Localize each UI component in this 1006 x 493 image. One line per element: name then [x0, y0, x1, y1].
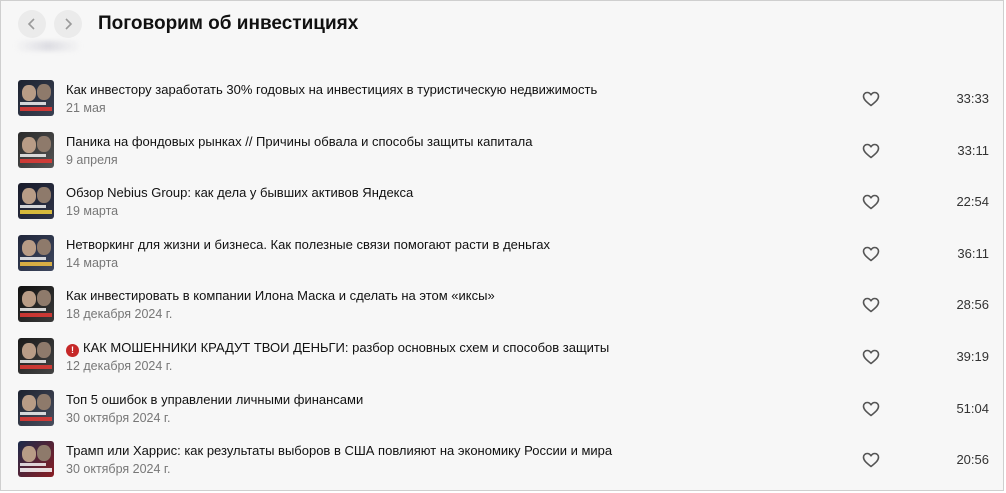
- episode-cover-image[interactable]: [18, 80, 54, 116]
- episode-title[interactable]: [66, 237, 550, 252]
- cover-caption-bar: [20, 308, 46, 311]
- episode-date: 30 октября 2024 г.: [66, 462, 171, 477]
- episode-date: 14 марта: [66, 255, 119, 270]
- cover-accent-stripe: [20, 262, 52, 266]
- episode-title-text: Трамп или Харрис: как результаты выборов в США повлияют на экономику России и мира: [66, 443, 613, 459]
- cover-person-shape: [22, 291, 36, 307]
- episode-date: 30 октября 2024 г.: [66, 410, 171, 425]
- chevron-right-icon: [62, 18, 74, 30]
- like-heart-icon[interactable]: [862, 246, 880, 262]
- cover-person-shape: [37, 394, 51, 410]
- episode-row[interactable]: [1, 72, 1003, 124]
- episode-title[interactable]: [66, 134, 532, 149]
- episode-title-text: Нетворкинг для жизни и бизнеса. Как полезные связи помогают расти в деньгах: [66, 236, 551, 252]
- cover-caption-bar: [20, 463, 46, 466]
- episode-title-text: Как инвестору заработать 30% годовых на инвестициях в туристическую недвижимость: [66, 82, 598, 97]
- episode-title[interactable]: [66, 443, 612, 458]
- episode-row[interactable]: [1, 227, 1003, 279]
- episode-date: 19 марта: [66, 204, 119, 219]
- episode-list: [1, 72, 1003, 485]
- like-heart-icon[interactable]: [862, 401, 880, 417]
- like-heart-icon[interactable]: [862, 143, 880, 159]
- episode-duration: 51:04: [956, 400, 989, 416]
- episode-row[interactable]: [1, 330, 1003, 382]
- cover-caption-bar: [20, 205, 46, 208]
- episode-duration: 39:19: [956, 348, 989, 364]
- episode-duration: 28:56: [956, 297, 989, 313]
- episode-cover-image[interactable]: [18, 286, 54, 322]
- forward-button[interactable]: [54, 10, 82, 38]
- episode-date: 12 декабря 2024 г.: [66, 358, 173, 373]
- cover-person-shape: [37, 84, 51, 100]
- episode-date: 18 декабря 2024 г.: [66, 307, 173, 322]
- like-heart-icon[interactable]: [862, 297, 880, 313]
- page-title: Поговорим об инвестициях: [98, 13, 359, 34]
- episode-title[interactable]: [66, 185, 413, 200]
- cover-accent-stripe: [20, 210, 52, 214]
- alert-icon: !: [66, 344, 79, 357]
- cover-person-shape: [37, 187, 51, 203]
- like-heart-icon[interactable]: [862, 91, 880, 107]
- cover-person-shape: [37, 445, 51, 461]
- episode-cover-image[interactable]: [18, 441, 54, 477]
- episode-row[interactable]: [1, 433, 1003, 485]
- episode-cover-image[interactable]: [18, 390, 54, 426]
- cover-caption-bar: [20, 360, 46, 363]
- episode-duration: 22:54: [956, 194, 989, 210]
- episode-duration: 20:56: [956, 452, 989, 468]
- cover-caption-bar: [20, 257, 46, 260]
- episode-row[interactable]: [1, 124, 1003, 176]
- cover-person-shape: [37, 239, 51, 255]
- episode-cover-image[interactable]: [18, 132, 54, 168]
- cover-person-shape: [22, 446, 36, 462]
- episode-date: 9 апреля: [66, 152, 118, 167]
- cover-accent-stripe: [20, 468, 52, 472]
- cover-accent-stripe: [20, 107, 52, 111]
- episode-title[interactable]: [66, 82, 597, 97]
- episode-row[interactable]: [1, 382, 1003, 434]
- episode-title-text: Как инвестировать в компании Илона Маска и сделать на этом «иксы»: [66, 288, 495, 304]
- cover-accent-stripe: [20, 313, 52, 317]
- cover-person-shape: [22, 343, 36, 359]
- cover-accent-stripe: [20, 159, 52, 163]
- like-heart-icon[interactable]: [862, 452, 880, 468]
- episode-title[interactable]: [66, 392, 363, 407]
- episode-duration: 33:11: [957, 142, 989, 158]
- cover-caption-bar: [20, 154, 46, 157]
- episode-row[interactable]: [1, 278, 1003, 330]
- episode-row[interactable]: [1, 175, 1003, 227]
- cover-person-shape: [22, 395, 36, 411]
- cover-person-shape: [22, 85, 36, 101]
- back-button[interactable]: [18, 10, 46, 38]
- episode-date: 21 мая: [66, 101, 106, 115]
- header: [1, 1, 1003, 61]
- like-heart-icon[interactable]: [862, 349, 880, 365]
- episode-cover-image[interactable]: [18, 235, 54, 271]
- cover-person-shape: [22, 188, 36, 204]
- blurred-subtitle: [15, 41, 81, 51]
- episode-cover-image[interactable]: [18, 183, 54, 219]
- cover-person-shape: [22, 240, 36, 256]
- cover-caption-bar: [20, 102, 46, 105]
- episode-cover-image[interactable]: [18, 338, 54, 374]
- episode-title[interactable]: [66, 340, 609, 357]
- cover-person-shape: [22, 137, 36, 153]
- cover-person-shape: [37, 290, 51, 306]
- chevron-left-icon: [26, 18, 38, 30]
- cover-person-shape: [37, 136, 51, 152]
- episode-title-text: Обзор Nebius Group: как дела у бывших активов Яндекса: [66, 185, 414, 201]
- episode-title[interactable]: [66, 288, 495, 303]
- episode-title-text: КАК МОШЕННИКИ КРАДУТ ТВОИ ДЕНЬГИ: разбор основных схем и способов защиты: [83, 339, 610, 355]
- episode-duration: 33:33: [956, 91, 989, 106]
- episode-title-text: Топ 5 ошибок в управлении личными финансами: [66, 391, 364, 407]
- cover-accent-stripe: [20, 417, 52, 421]
- episode-title-text: Паника на фондовых рынках // Причины обвала и способы защиты капитала: [66, 133, 533, 149]
- episode-duration: 36:11: [957, 245, 989, 261]
- like-heart-icon[interactable]: [862, 194, 880, 210]
- cover-person-shape: [37, 342, 51, 358]
- cover-accent-stripe: [20, 365, 52, 369]
- cover-caption-bar: [20, 412, 46, 415]
